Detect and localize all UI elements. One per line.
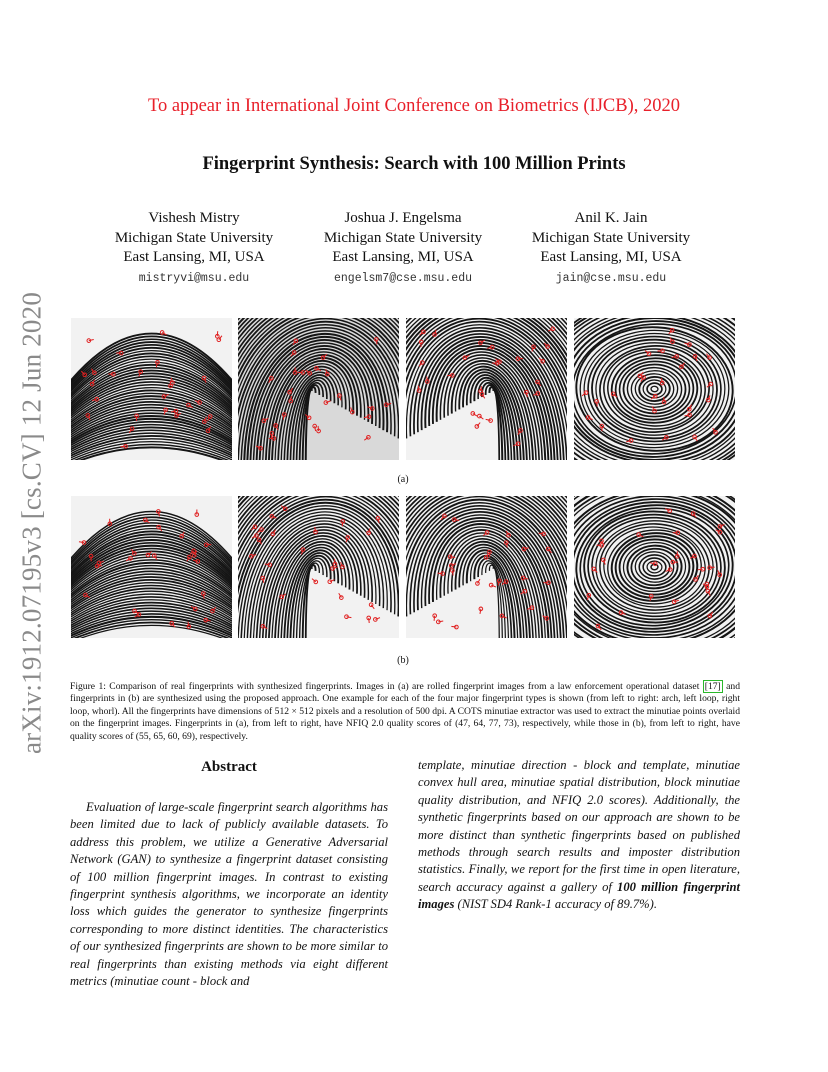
fingerprint-image-real-right-loop [406,318,567,460]
author-email[interactable]: engelsm7@cse.msu.edu [333,271,473,285]
author-name: Anil K. Jain [574,210,648,226]
venue-banner: To appear in International Joint Conference on Biometrics (IJCB), 2020 [148,96,680,116]
citation-link[interactable]: [17] [704,681,721,692]
arxiv-stamp: arXiv:1912.07195v3 [cs.CV] 12 Jun 2020 [16,291,47,755]
author-affiliation: Michigan State University [531,229,691,246]
subfigure-label-a: (a) [397,474,409,485]
abstract-right-column [418,757,740,914]
abstract-left-column: Evaluation of large-scale fingerprint search algorithms has been limited due to lack of publicly available datasets. To address this problem, we utilize a Generative Adversarial Network (GAN) to synthesize a fingerprint dataset consisting of 100 million fingerprint images. In contrast to existing fingerprint synthesis algorithms, we incorporate an identity loss which guides the generator to synthesize fingerprints corresponding to more distinct identities. The characteristics of our synthesized fingerprints are shown to be more similar to real fingerprints than existing methods via eight different metrics (minutiae count - block and [70,800,388,989]
fingerprint-image-real-left-loop [238,318,399,460]
abstract-text: (NIST SD4 Rank-1 accuracy of 89.7%). [454,897,658,912]
author-3 [506,209,716,288]
abstract-heading: Abstract [201,759,257,775]
author-affiliation: Michigan State University [323,229,483,246]
subfigure-label-b: (b) [397,655,409,666]
abstract-text: template, minutiae direction - block and template, minutiae convex hull area, minutiae spatial distribution, block minutiae quality distribution, and NFIQ 2.0 scores). Additionally, the synthetic fingerprints based on our approach are shown to be more distinct than synthetic fingerprints based on published methods through search results and imposter distribution statistics. Finally, we report for the first time in open literature, search accuracy against a gallery of [418,758,740,894]
figure-caption [70,681,740,743]
author-location: East Lansing, MI, USA [123,249,265,265]
caption-text: and fingerprints in (b) are synthesized using the proposed approach. One example for each of the four major fingerprint types is shown (from left to right: arch, left loop, right loop, whorl). All the fingerprints have dimensions of 512 × 512 pixels and a resolution of 500 dpi. A COTS minutiae extractor was used to extract the minutiae points overlaid on the fingerprint images. Fingerprints in (a), from left to right, have NFIQ 2.0 quality scores of (47, 64, 77, 73), respectively, while those in (b), from left to right, have quality scores of (55, 65, 60, 69), respectively. [70,681,740,742]
author-1 [89,209,299,288]
fingerprint-image-synthetic-arch [71,496,232,638]
fingerprint-image-real-arch [71,318,232,460]
author-email[interactable]: mistryvi@msu.edu [138,271,250,285]
fingerprint-image-synthetic-whorl [574,496,735,638]
author-name: Joshua J. Engelsma [344,210,462,226]
author-2 [298,209,508,288]
author-name: Vishesh Mistry [148,210,240,226]
author-email[interactable]: jain@cse.msu.edu [555,271,667,285]
author-location: East Lansing, MI, USA [540,249,682,265]
author-affiliation: Michigan State University [114,229,274,246]
fingerprint-image-synthetic-left-loop [238,496,399,638]
fingerprint-image-synthetic-right-loop [406,496,567,638]
paper-title: Fingerprint Synthesis: Search with 100 Million Prints [202,154,626,174]
fingerprint-image-real-whorl [574,318,735,460]
abstract-emphasis: 100 million fingerprint images [418,879,741,912]
caption-text: Figure 1: Comparison of real fingerprints with synthesized fingerprints. Images in (a) are rolled fingerprint images from a law enforcement operational dataset [70,681,703,692]
author-location: East Lansing, MI, USA [332,249,474,265]
